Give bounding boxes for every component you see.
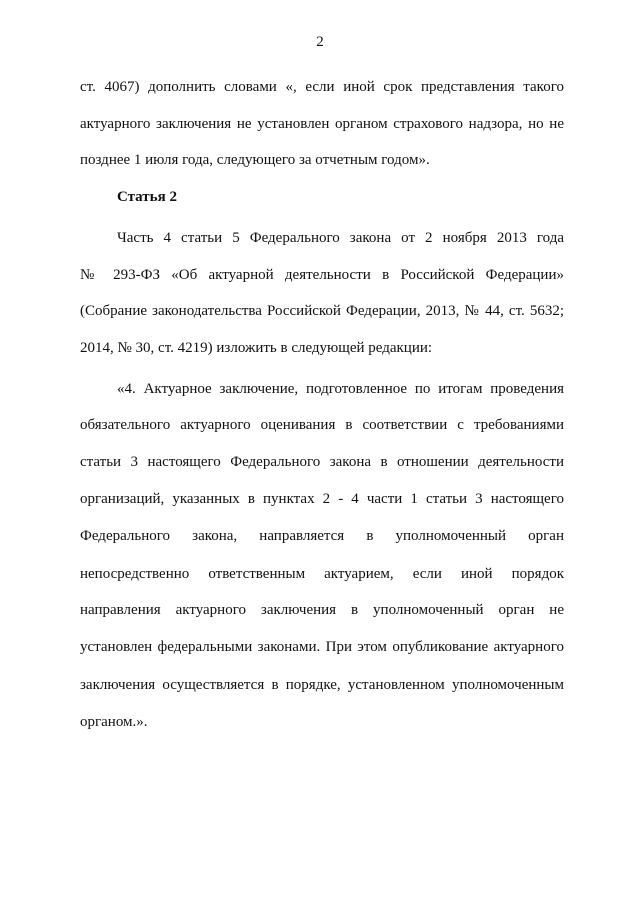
text-line: актуарного заключения не установлен органом страхового надзора, но не [80,116,564,132]
text-line: Федерального закона, направляется в уполномоченный орган [80,528,564,544]
text-line: установлен федеральными законами. При этом опубликование актуарного [80,639,564,655]
text-line: направления актуарного заключения в уполномоченный орган не [80,602,564,618]
text-line: (Собрание законодательства Российской Федерации, 2013, № 44, ст. 5632; [80,303,564,319]
text-line: обязательного актуарного оценивания в соответствии с требованиями [80,417,564,433]
article-heading: Статья 2 [117,189,177,205]
text-line: заключения осуществляется в порядке, установленном уполномоченным [80,677,564,693]
text-line: «4. Актуарное заключение, подготовленное по итогам проведения [117,381,564,397]
text-line: статьи 3 настоящего Федерального закона в отношении деятельности [80,454,564,470]
text-line: органом.». [80,714,148,730]
text-line: № 293-ФЗ «Об актуарной деятельности в Российской Федерации» [80,267,564,283]
text-line: позднее 1 июля года, следующего за отчетным годом». [80,152,430,168]
text-line: 2014, № 30, ст. 4219) изложить в следующей редакции: [80,340,433,356]
page-number: 2 [316,34,324,50]
text-line: непосредственно ответственным актуарием, если иной порядок [80,566,564,582]
text-line: Часть 4 статьи 5 Федерального закона от 2 ноября 2013 года [117,230,564,246]
text-line: ст. 4067) дополнить словами «, если иной срок представления такого [80,79,564,95]
text-line: организаций, указанных в пунктах 2 - 4 части 1 статьи 3 настоящего [80,491,564,507]
